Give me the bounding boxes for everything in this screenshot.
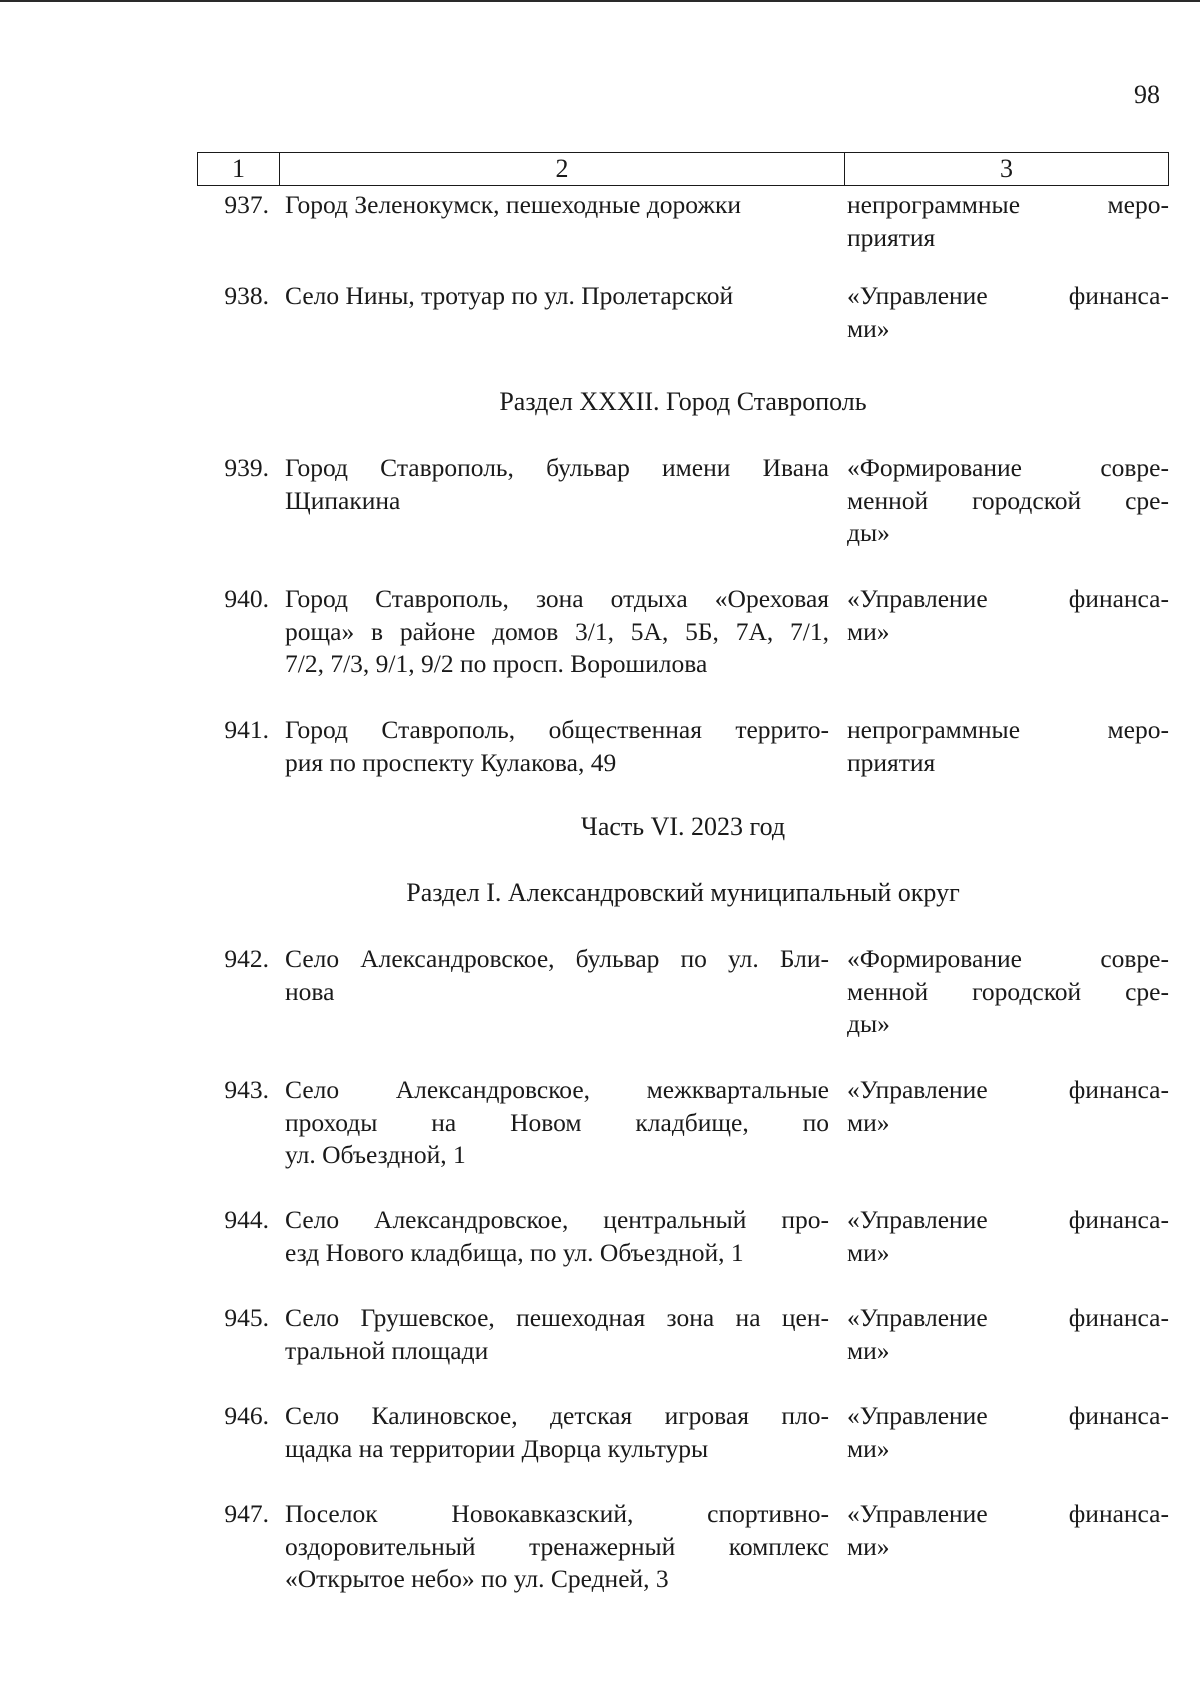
program-line: «Управление финанса- <box>847 1303 1169 1332</box>
description-line: оздоровительный тренажерный комплекс <box>285 1531 829 1561</box>
program-line: «Формирование совре- <box>847 453 1169 482</box>
program-line: ми» <box>847 1335 890 1365</box>
row-number: 946. <box>224 1401 269 1430</box>
row-number: 938. <box>224 281 269 310</box>
section-heading: Раздел XXXII. Город Ставрополь <box>499 387 867 416</box>
program-line: непрограммные меро- <box>847 715 1169 744</box>
description-line: роща» в районе домов 3/1, 5А, 5Б, 7А, 7/1, <box>285 616 829 646</box>
description-line: Город Зеленокумск, пешеходные дорожки <box>285 190 741 219</box>
row-description <box>285 1302 829 1367</box>
program-line: приятия <box>847 747 936 777</box>
table-header-col-1: 1 <box>198 153 280 185</box>
description-line: «Открытое небо» по ул. Средней, 3 <box>285 1564 669 1593</box>
row-program <box>847 1302 1169 1367</box>
row-description <box>285 583 829 681</box>
description-line: Поселок Новокавказский, спортивно- <box>285 1499 829 1528</box>
program-line: «Управление финанса- <box>847 1499 1169 1528</box>
program-line: приятия <box>847 222 936 252</box>
program-line: ми» <box>847 313 890 343</box>
row-description <box>285 714 829 779</box>
row-description <box>285 943 829 1008</box>
program-line: ды» <box>847 518 890 547</box>
table-header-col-2: 2 <box>280 153 845 185</box>
description-line: Город Ставрополь, бульвар имени Ивана <box>285 453 829 482</box>
row-number: 943. <box>224 1075 269 1104</box>
description-line: Село Грушевское, пешеходная зона на цен- <box>285 1303 829 1332</box>
row-number: 939. <box>224 453 269 482</box>
description-line: Щипакина <box>285 485 401 515</box>
program-line: «Управление финанса- <box>847 1075 1169 1104</box>
top-rule <box>0 0 1200 2</box>
row-number: 942. <box>224 944 269 973</box>
row-description <box>285 280 829 313</box>
row-program <box>847 1074 1169 1139</box>
description-line: рия по проспекту Кулакова, 49 <box>285 747 617 777</box>
program-line: «Формирование совре- <box>847 944 1169 973</box>
row-program <box>847 1400 1169 1465</box>
program-line: «Управление финанса- <box>847 1401 1169 1430</box>
description-line: Город Ставрополь, зона отдыха «Ореховая <box>285 584 829 613</box>
row-description <box>285 1498 829 1596</box>
row-program <box>847 452 1169 550</box>
description-line: Село Александровское, бульвар по ул. Бли- <box>285 944 829 973</box>
program-line: ми» <box>847 1433 890 1463</box>
row-number: 937. <box>224 190 269 219</box>
program-line: «Управление финанса- <box>847 1205 1169 1234</box>
program-line: «Управление финанса- <box>847 584 1169 613</box>
program-line: ми» <box>847 1531 890 1561</box>
row-program <box>847 1498 1169 1563</box>
row-program <box>847 280 1169 345</box>
row-description <box>285 452 829 517</box>
part-heading: Часть VI. 2023 год <box>580 812 786 841</box>
description-line: проходы на Новом кладбище, по <box>285 1107 829 1137</box>
program-line: менной городской сре- <box>847 976 1169 1006</box>
row-number: 944. <box>224 1205 269 1234</box>
row-description <box>285 1204 829 1269</box>
table-header-col-3: 3 <box>1000 154 1013 183</box>
row-program <box>847 1204 1169 1269</box>
description-line: нова <box>285 976 335 1006</box>
row-description <box>285 189 829 222</box>
description-line: ул. Объездной, 1 <box>285 1140 466 1169</box>
row-description <box>285 1400 829 1465</box>
description-line: щадка на территории Дворца культуры <box>285 1433 709 1463</box>
description-line: Село Нины, тротуар по ул. Пролетарской <box>285 281 734 310</box>
row-description <box>285 1074 829 1172</box>
row-number: 940. <box>224 584 269 613</box>
row-number: 945. <box>224 1303 269 1332</box>
row-program <box>847 189 1169 254</box>
description-line: Село Калиновское, детская игровая пло- <box>285 1401 829 1430</box>
section-heading: Раздел I. Александровский муниципальный округ <box>406 878 960 907</box>
description-line: Город Ставрополь, общественная террито- <box>285 715 829 744</box>
page-number: 98 <box>1134 80 1160 109</box>
program-line: ми» <box>847 1107 890 1137</box>
program-line: «Управление финанса- <box>847 281 1169 310</box>
row-number: 947. <box>224 1499 269 1528</box>
description-line: тральной площади <box>285 1335 489 1365</box>
program-line: ми» <box>847 1237 890 1267</box>
description-line: езд Нового кладбища, по ул. Объездной, 1 <box>285 1237 744 1267</box>
row-program <box>847 583 1169 648</box>
program-line: ды» <box>847 1009 890 1038</box>
program-line: менной городской сре- <box>847 485 1169 515</box>
description-line: Село Александровское, межквартальные <box>285 1075 829 1104</box>
row-number: 941. <box>224 715 269 744</box>
program-line: ми» <box>847 616 890 646</box>
description-line: Село Александровское, центральный про- <box>285 1205 829 1234</box>
row-program <box>847 943 1169 1041</box>
description-line: 7/2, 7/3, 9/1, 9/2 по просп. Ворошилова <box>285 649 708 678</box>
table-header <box>197 152 1169 186</box>
program-line: непрограммные меро- <box>847 190 1169 219</box>
row-program <box>847 714 1169 779</box>
